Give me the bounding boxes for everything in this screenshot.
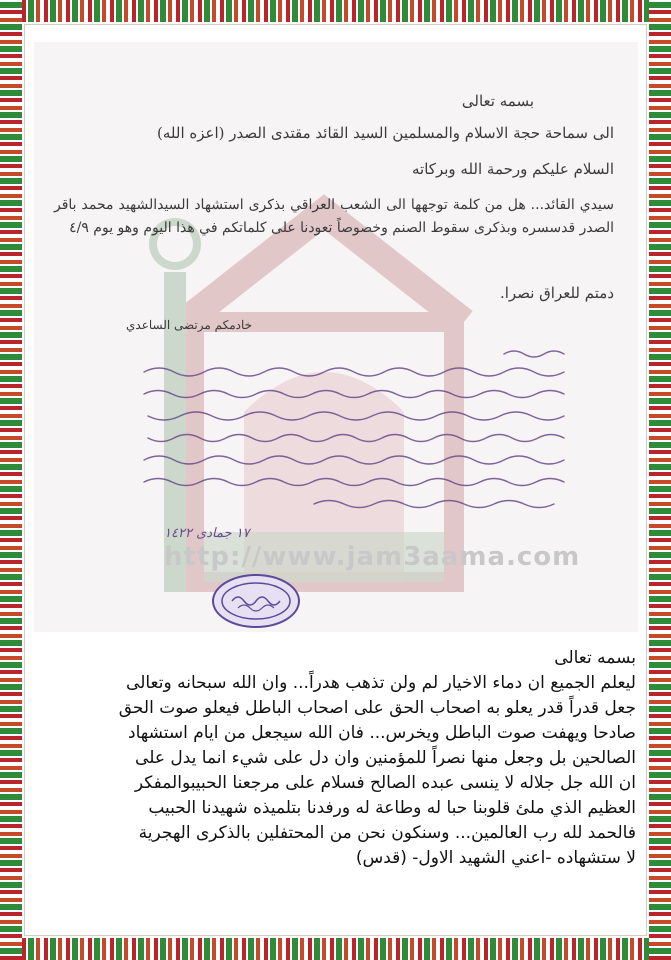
letter-bismihi: بسمه تعالى (461, 92, 534, 110)
transcription-line: ان الله جل جلاله لا ينسى عبده الصالح فسلام على مرجعنا الحبيبوالمفكر (134, 773, 636, 793)
handwritten-date: ١٧ جمادى ١٤٢٢ (164, 526, 250, 541)
transcription-line: ليعلم الجميع ان دماء الاخيار لم ولن تذهب هدراً... وان الله سبحانه وتعالى (126, 673, 636, 693)
site-watermark: http://www.jam3aama.com (164, 542, 581, 572)
transcription-line: لا ستشهاده -اعني الشهيد الاول- (قدس) (355, 848, 636, 868)
letter-body: سيدي القائد... هل من كلمة توجهها الى الشعب العراقي بذكرى استشهاد السيدالشهيد محمد باقر الصدر قدسسره وبذكرى سقوط الصنم وخصوصاً تعودنا على كلماتكم في هذا اليوم وهو يوم ٤/٩ (54, 197, 614, 236)
letter-addressee: الى سماحة حجة الاسلام والمسلمين السيد القائد مقتدى الصدر (اعزه الله) (157, 124, 614, 142)
border-right (649, 0, 671, 960)
letter-closing: دمتم للعراق نصرا. (499, 284, 614, 302)
border-top (0, 0, 671, 22)
scanned-letter (34, 42, 638, 632)
letter-signature-name: خادمكم مرتضى الساعدي (126, 318, 253, 332)
letter-salam: السلام عليكم ورحمة الله وبركاته (412, 160, 614, 178)
transcription-line: العظيم الذي ملئ قلوبنا حبا له وطاعة له ورفدنا بتلميذه شهيدنا الحبيب (148, 798, 636, 818)
border-bottom (0, 938, 671, 960)
transcription-line: فالحمد لله رب العالمين... وسنكون نحن من المحتفلين بالذكرى الهجرية (138, 823, 636, 843)
transcription-line: جعل قدراً قدر يعلو به اصحاب الحق على اصحاب الباطل فيعلو صوت الحق (118, 698, 636, 718)
handwritten-reply (94, 342, 574, 522)
transcription-heading: بسمه تعالى (554, 648, 636, 668)
border-left (0, 0, 22, 960)
typed-transcription (36, 646, 636, 871)
transcription-line: صادحا ويهفت صوت الباطل ويخرس... فان الله سيجعل من ايام استشهاد (128, 723, 636, 743)
transcription-line: الصالحين بل وجعل منها نصراً للمؤمنين وان دل على شيء انما يدل على (135, 748, 636, 768)
official-seal (212, 574, 300, 628)
